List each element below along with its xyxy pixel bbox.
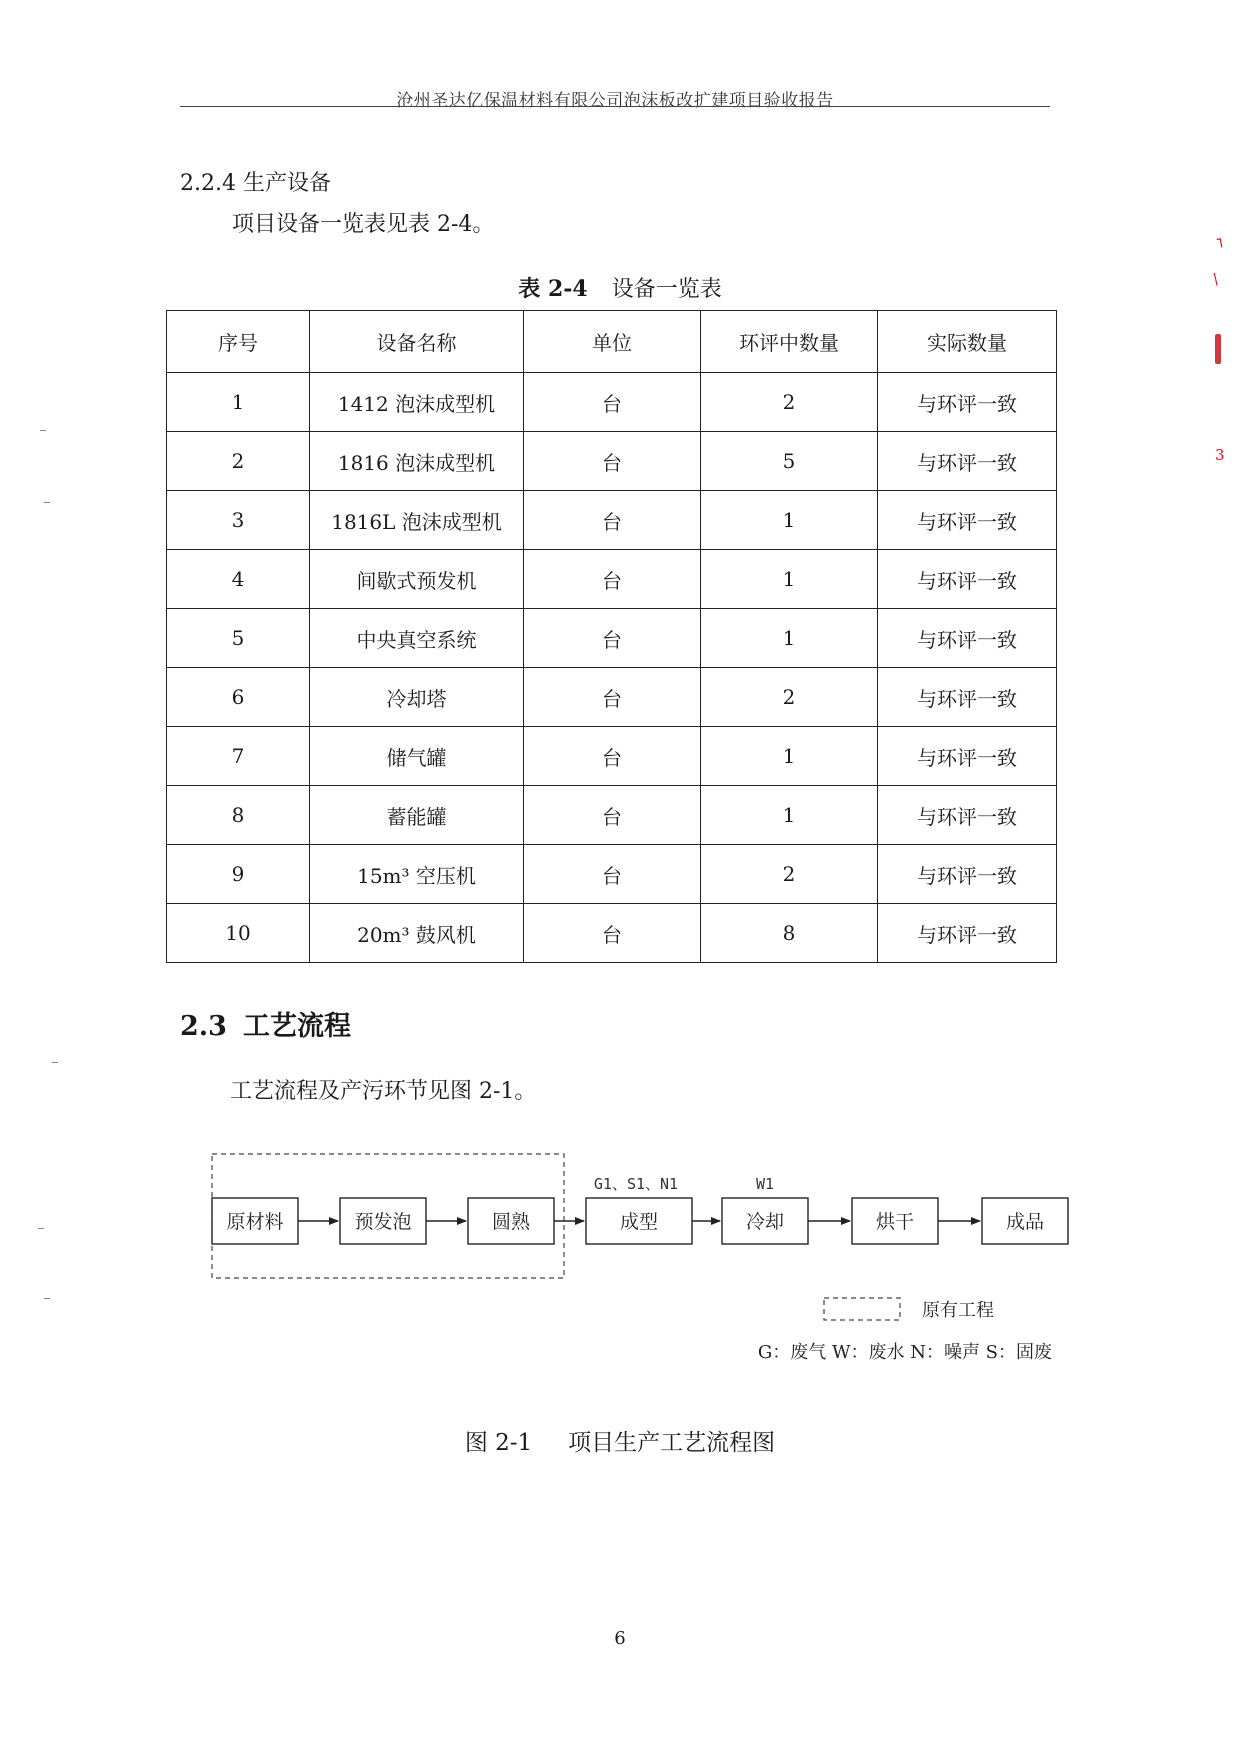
- cell-name: 1412 泡沫成型机: [310, 373, 524, 432]
- cell-actual: 与环评一致: [878, 491, 1057, 550]
- margin-tick: [40, 430, 46, 431]
- cell-name: 15m³ 空压机: [310, 845, 524, 904]
- section-heading-224: 2.2.4 生产设备: [180, 171, 331, 196]
- cell-unit: 台: [524, 845, 701, 904]
- cell-actual: 与环评一致: [878, 373, 1057, 432]
- flow-step-label: 成型: [619, 1211, 659, 1233]
- cell-unit: 台: [524, 432, 701, 491]
- legend-label: 原有工程: [922, 1300, 994, 1321]
- cell-name: 间歇式预发机: [310, 550, 524, 609]
- cell-name: 20m³ 鼓风机: [310, 904, 524, 963]
- cell-actual: 与环评一致: [878, 904, 1057, 963]
- margin-tick: [44, 502, 50, 503]
- cell-unit: 台: [524, 727, 701, 786]
- cell-name: 储气罐: [310, 727, 524, 786]
- header-cell-unit: 单位: [524, 311, 701, 373]
- cell-no: 2: [167, 432, 310, 491]
- cell-no: 4: [167, 550, 310, 609]
- figure-caption-title: 项目生产工艺流程图: [568, 1430, 776, 1456]
- cell-actual: 与环评一致: [878, 668, 1057, 727]
- cell-eia-qty: 1: [701, 550, 878, 609]
- flow-step-label: 原材料: [226, 1211, 284, 1233]
- flow-step-label: 圆熟: [491, 1211, 531, 1233]
- cell-unit: 台: [524, 491, 701, 550]
- header-cell-name: 设备名称: [310, 311, 524, 373]
- section-intro-23: 工艺流程及产污环节见图 2-1。: [230, 1079, 537, 1104]
- section-title-23: 工艺流程: [242, 1011, 351, 1042]
- cell-actual: 与环评一致: [878, 609, 1057, 668]
- cell-actual: 与环评一致: [878, 550, 1057, 609]
- margin-tick: [38, 1228, 44, 1229]
- section-number-23: 2.3: [180, 1011, 227, 1042]
- cell-actual: 与环评一致: [878, 727, 1057, 786]
- flow-step-label: 预发泡: [354, 1211, 412, 1233]
- scan-mark-red: ⌐: [1210, 235, 1231, 251]
- cell-no: 5: [167, 609, 310, 668]
- flow-step-label: 成品: [1005, 1211, 1045, 1233]
- cell-no: 3: [167, 491, 310, 550]
- cell-no: 6: [167, 668, 310, 727]
- flow-step-label: 烘干: [875, 1211, 915, 1233]
- legend-dashed-box: [824, 1298, 900, 1320]
- cell-name: 1816 泡沫成型机: [310, 432, 524, 491]
- cell-unit: 台: [524, 609, 701, 668]
- cell-eia-qty: 2: [701, 845, 878, 904]
- cell-eia-qty: 8: [701, 904, 878, 963]
- page-number: 6: [614, 1628, 626, 1649]
- cell-eia-qty: 1: [701, 609, 878, 668]
- figure-caption-label: 图 2-1: [464, 1430, 533, 1456]
- cell-name: 冷却塔: [310, 668, 524, 727]
- cell-unit: 台: [524, 373, 701, 432]
- cell-no: 7: [167, 727, 310, 786]
- flow-step-label: 冷却: [745, 1211, 785, 1233]
- running-header-title: 沧州圣达亿保温材料有限公司泡沫板改扩建项目验收报告: [396, 91, 834, 111]
- seal-fragment: [1215, 334, 1221, 364]
- cell-eia-qty: 2: [701, 668, 878, 727]
- cell-actual: 与环评一致: [878, 786, 1057, 845]
- pollutant-key: G：废气 W：废水 N：噪声 S：固废: [757, 1342, 1052, 1363]
- cell-actual: 与环评一致: [878, 432, 1057, 491]
- pollutant-label-forming: G1、S1、N1: [593, 1175, 679, 1193]
- scan-mark-digit: 3: [1215, 446, 1225, 464]
- cell-name: 中央真空系统: [310, 609, 524, 668]
- section-intro-224: 项目设备一览表见表 2-4。: [232, 212, 495, 237]
- header-cell-eia-qty: 环评中数量: [701, 311, 878, 373]
- header-cell-no: 序号: [167, 311, 310, 373]
- cell-no: 1: [167, 373, 310, 432]
- cell-name: 蓄能罐: [310, 786, 524, 845]
- cell-name: 1816L 泡沫成型机: [310, 491, 524, 550]
- cell-unit: 台: [524, 904, 701, 963]
- header-cell-actual: 实际数量: [878, 311, 1057, 373]
- cell-unit: 台: [524, 668, 701, 727]
- cell-unit: 台: [524, 786, 701, 845]
- cell-eia-qty: 1: [701, 491, 878, 550]
- table-caption-label: 表 2-4: [518, 276, 588, 302]
- cell-no: 8: [167, 786, 310, 845]
- cell-no: 9: [167, 845, 310, 904]
- cell-eia-qty: 1: [701, 727, 878, 786]
- cell-actual: 与环评一致: [878, 845, 1057, 904]
- cell-eia-qty: 2: [701, 373, 878, 432]
- scan-mark-red: ∕: [1208, 269, 1223, 289]
- margin-tick: [44, 1298, 50, 1299]
- figure-caption: [0, 1424, 1240, 1457]
- pollutant-label-cooling: W1: [755, 1175, 775, 1193]
- cell-eia-qty: 1: [701, 786, 878, 845]
- table-caption-title: 设备一览表: [611, 277, 722, 302]
- cell-eia-qty: 5: [701, 432, 878, 491]
- margin-tick: [52, 1062, 58, 1063]
- cell-unit: 台: [524, 550, 701, 609]
- cell-no: 10: [167, 904, 310, 963]
